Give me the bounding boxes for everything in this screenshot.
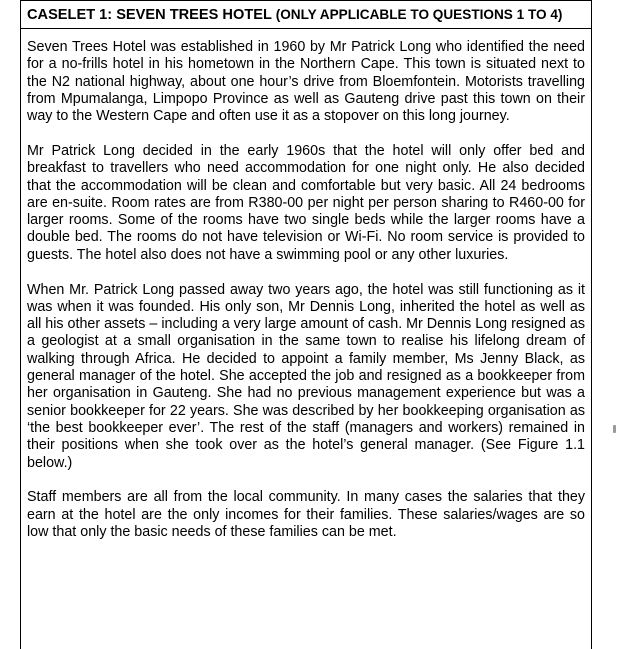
caselet-title: CASELET 1: SEVEN TREES HOTEL (27, 7, 272, 23)
paragraph-hotel-offering: Mr Patrick Long decided in the early 1960s that the hotel will only offer bed and breakfast to travellers who need accommodation for one night only. He also decided that the accommodation will be clean and comfortable but very basic. All 24 bedrooms are en-suite. Room rates are from R380-00 per night per person sharing to R460-00 for larger rooms. Some of the rooms have two single beds while the larger rooms have a double bed. The rooms do not have television or Wi-Fi. No room service is provided to guests. The hotel also does not have a swimming pool or any other luxuries. (27, 142, 585, 263)
paragraph-hotel-history: Seven Trees Hotel was established in 1960 by Mr Patrick Long who identified the need for a no-frills hotel in his hometown in the Northern Cape. This town is situated next to the N2 national highway, about one hour’s drive from Bloemfontein. Motorists travelling from Mpumalanga, Limpopo Province as well as Gauteng drive past this town on their way to the Western Cape and often use it as a stopover on this long journey. (27, 39, 585, 125)
paragraph-new-management: When Mr. Patrick Long passed away two years ago, the hotel was still functioning as it was when it was founded. His only son, Mr Dennis Long, inherited the hotel as well as all his other assets – including a very large amount of cash. Mr Dennis Long resigned as a geologist at a small organisation in the same town to realise his lifelong dream of walking through Africa. He decided to appoint a family member, Ms Jenny Black, as general manager of the hotel. She accepted the job and resigned as a bookkeeper from her organisation in Gauteng. She had no previous management experience but was a senior bookkeeper for 22 years. She was described by her bookkeeping organisation as ‘the best bookkeeper ever’. The rest of the staff (managers and workers) remained in their positions when she took over as the hotel’s general manager. (See Figure 1.1 below.) (27, 281, 585, 471)
heading-divider (21, 28, 591, 29)
caselet-frame (20, 0, 592, 649)
caselet-heading (27, 6, 587, 24)
paragraph-staff: Staff members are all from the local community. In many cases the salaries that they earn at the hotel are the only incomes for their families. These salaries/wages are so low that only the basic needs of these families can be met. (27, 489, 585, 540)
scroll-edge-mark (613, 425, 616, 433)
caselet-scope-note: (ONLY APPLICABLE TO QUESTIONS 1 TO 4) (275, 7, 563, 22)
caselet-body (27, 39, 585, 559)
